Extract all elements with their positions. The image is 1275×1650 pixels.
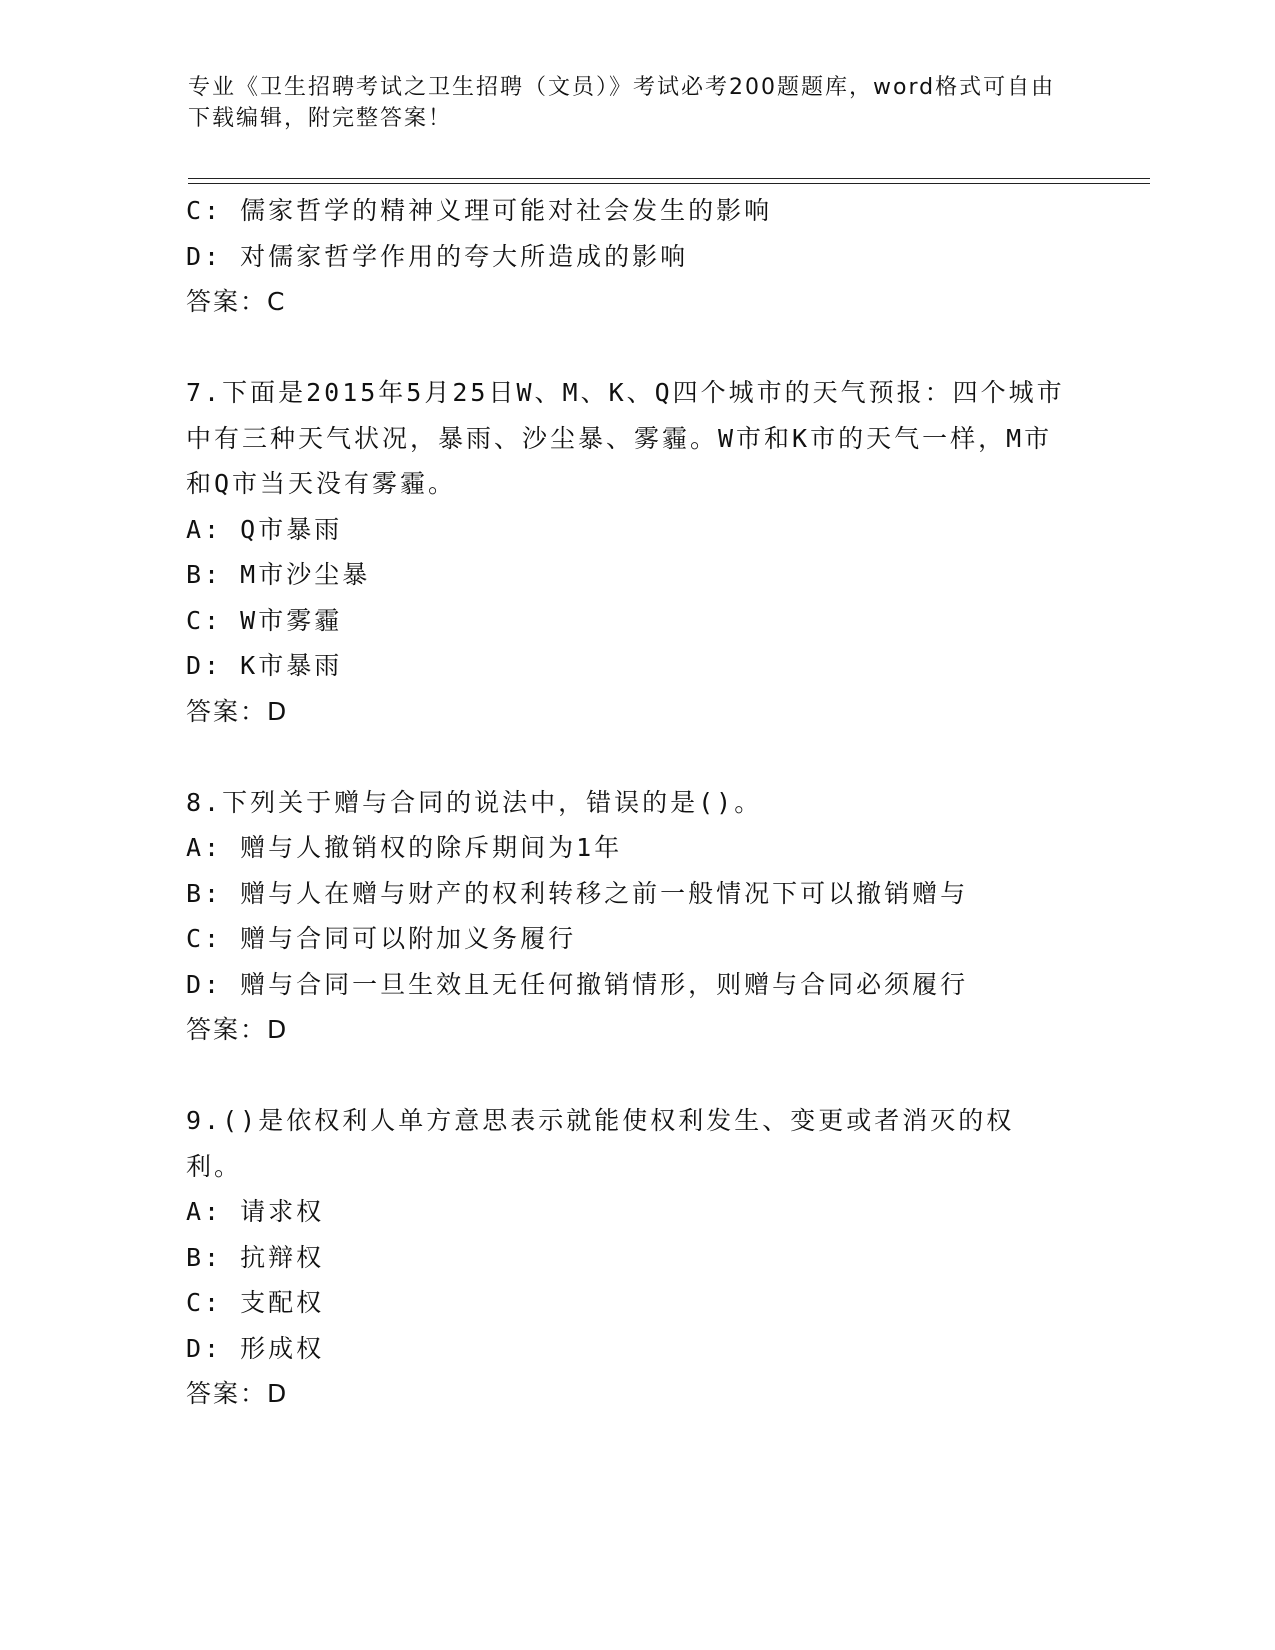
question-7 (186, 370, 1086, 734)
header-divider-bottom (188, 183, 1150, 184)
question-stem: 7.下面是2015年5月25日W、M、K、Q四个城市的天气预报：四个城市中有三种天气状况，暴雨、沙尘暴、雾霾。W市和K市的天气一样，M市和Q市当天没有雾霾。 (186, 378, 1065, 498)
option-c: C: 支配权 (186, 1288, 325, 1317)
question-8 (186, 780, 1086, 1053)
option-d: D: K市暴雨 (186, 651, 343, 680)
answer: 答案：D (186, 1015, 289, 1044)
option-a: A: 请求权 (186, 1197, 325, 1226)
header-divider-top (188, 178, 1150, 179)
option-d: D: 形成权 (186, 1333, 325, 1363)
document-header: 专业《卫生招聘考试之卫生招聘（文员）》考试必考200题题库，word格式可自由下载编辑，附完整答案！ (188, 75, 1056, 131)
option-c: C: 儒家哲学的精神义理可能对社会发生的影响 (186, 196, 773, 225)
answer: 答案：D (186, 1379, 289, 1408)
question-6 (186, 188, 1086, 325)
option-a: A: Q市暴雨 (186, 514, 343, 544)
option-d: D: 对儒家哲学作用的夸大所造成的影响 (186, 241, 689, 271)
question-stem: 9.()是依权利人单方意思表示就能使权利发生、变更或者消灭的权利。 (186, 1106, 1015, 1181)
option-d: D: 赠与合同一旦生效且无任何撤销情形，则赠与合同必须履行 (186, 969, 969, 999)
question-stem: 8.下列关于赠与合同的说法中，错误的是()。 (186, 787, 763, 817)
answer: 答案：D (186, 696, 289, 726)
option-b: B: M市沙尘暴 (186, 560, 371, 589)
option-c: C: W市雾霾 (186, 605, 343, 635)
answer: 答案：C (186, 287, 287, 316)
question-list (186, 188, 1086, 1417)
option-b: B: 抗辩权 (186, 1242, 325, 1272)
question-9 (186, 1098, 1086, 1417)
option-c: C: 赠与合同可以附加义务履行 (186, 924, 577, 953)
option-b: B: 赠与人在赠与财产的权利转移之前一般情况下可以撤销赠与 (186, 878, 969, 908)
option-a: A: 赠与人撤销权的除斥期间为1年 (186, 833, 623, 862)
